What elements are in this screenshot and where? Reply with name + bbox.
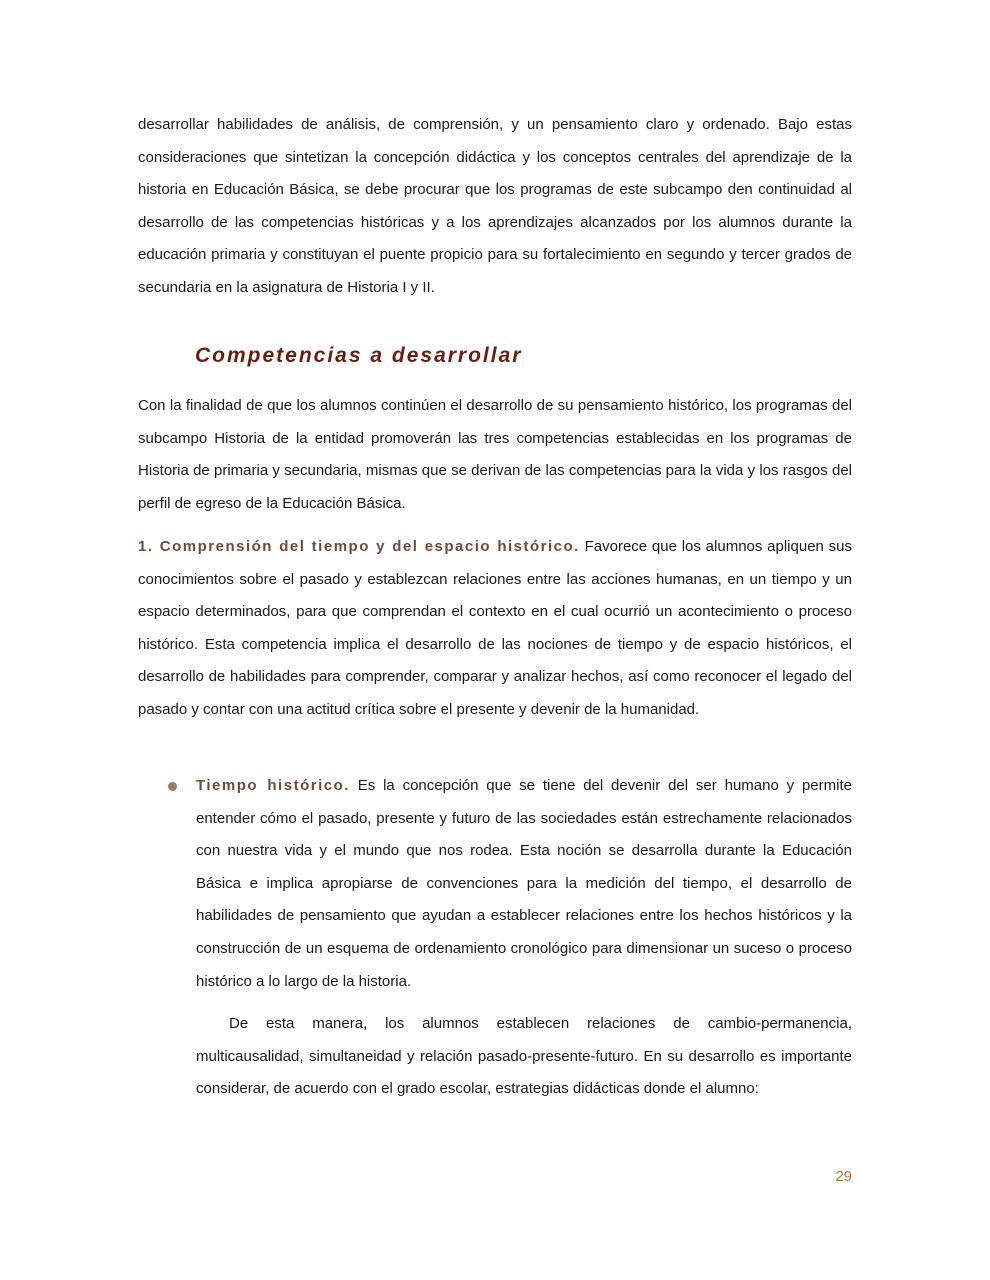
competencias-intro-paragraph: Con la finalidad de que los alumnos continúen el desarrollo de su pensamiento histórico, los programas del subcampo Historia de la entidad promoverán las tres competencias establecidas en los programas de Historia de primaria y secundaria, mismas que se derivan de las competencias para la vida y los rasgos del perfil de egreso de la Educación Básica.: [138, 397, 852, 512]
bullet-title: Tiempo histórico.: [196, 777, 350, 794]
page-number: 29: [835, 1168, 852, 1185]
bullet-item-tiempo-historico: [196, 770, 852, 998]
section-heading: Competencias a desarrollar: [195, 344, 523, 367]
bullet-icon: [168, 782, 177, 791]
intro-paragraph: desarrollar habilidades de análisis, de comprensión, y un pensamiento claro y ordenado. Bajo estas consideraciones que sintetizan la concepción didáctica y los conceptos centrales del aprendizaje de la historia en Educación Básica, se debe procurar que los programas de este subcampo den continuidad al desarrollo de las competencias históricas y a los aprendizajes alcanzados por los alumnos durante la educación primaria y constituyan el puente propicio para su fortalecimiento en segundo y tercer grados de secundaria en la asignatura de Historia I y II.: [138, 116, 852, 296]
bullet-body: Es la concepción que se tiene del devenir del ser humano y permite entender cómo el pasado, presente y futuro de las sociedades están estrechamente relacionados con nuestra vida y el mundo que nos rodea. Esta noción se desarrolla durante la Educación Básica e implica apropiarse de convenciones para la medición del tiempo, el desarrollo de habilidades de pensamiento que ayudan a establecer relaciones entre los hechos históricos y la construcción de un esquema de ordenamiento cronológico para dimensionar un suceso o proceso histórico a lo largo de la historia.: [196, 777, 852, 990]
bullet-followup-paragraph: De esta manera, los alumnos establecen relaciones de cambio-permanencia, multicausalidad, simultaneidad y relación pasado-presente-futuro. En su desarrollo es importante considerar, de acuerdo con el grado escolar, estrategias didácticas donde el alumno:: [196, 1015, 852, 1098]
competencia-1-paragraph: [138, 531, 852, 727]
competencia-1-title: 1. Comprensión del tiempo y del espacio histórico.: [138, 538, 580, 555]
competencia-1-body: Favorece que los alumnos apliquen sus conocimientos sobre el pasado y establezcan relaciones entre las acciones humanas, en un tiempo y un espacio determinados, para que comprendan el contexto en el cual ocurrió un acontecimiento o proceso histórico. Esta competencia implica el desarrollo de las nociones de tiempo y de espacio históricos, el desarrollo de habilidades para comprender, comparar y analizar hechos, así como reconocer el legado del pasado y contar con una actitud crítica sobre el presente y devenir de la humanidad.: [138, 538, 852, 718]
